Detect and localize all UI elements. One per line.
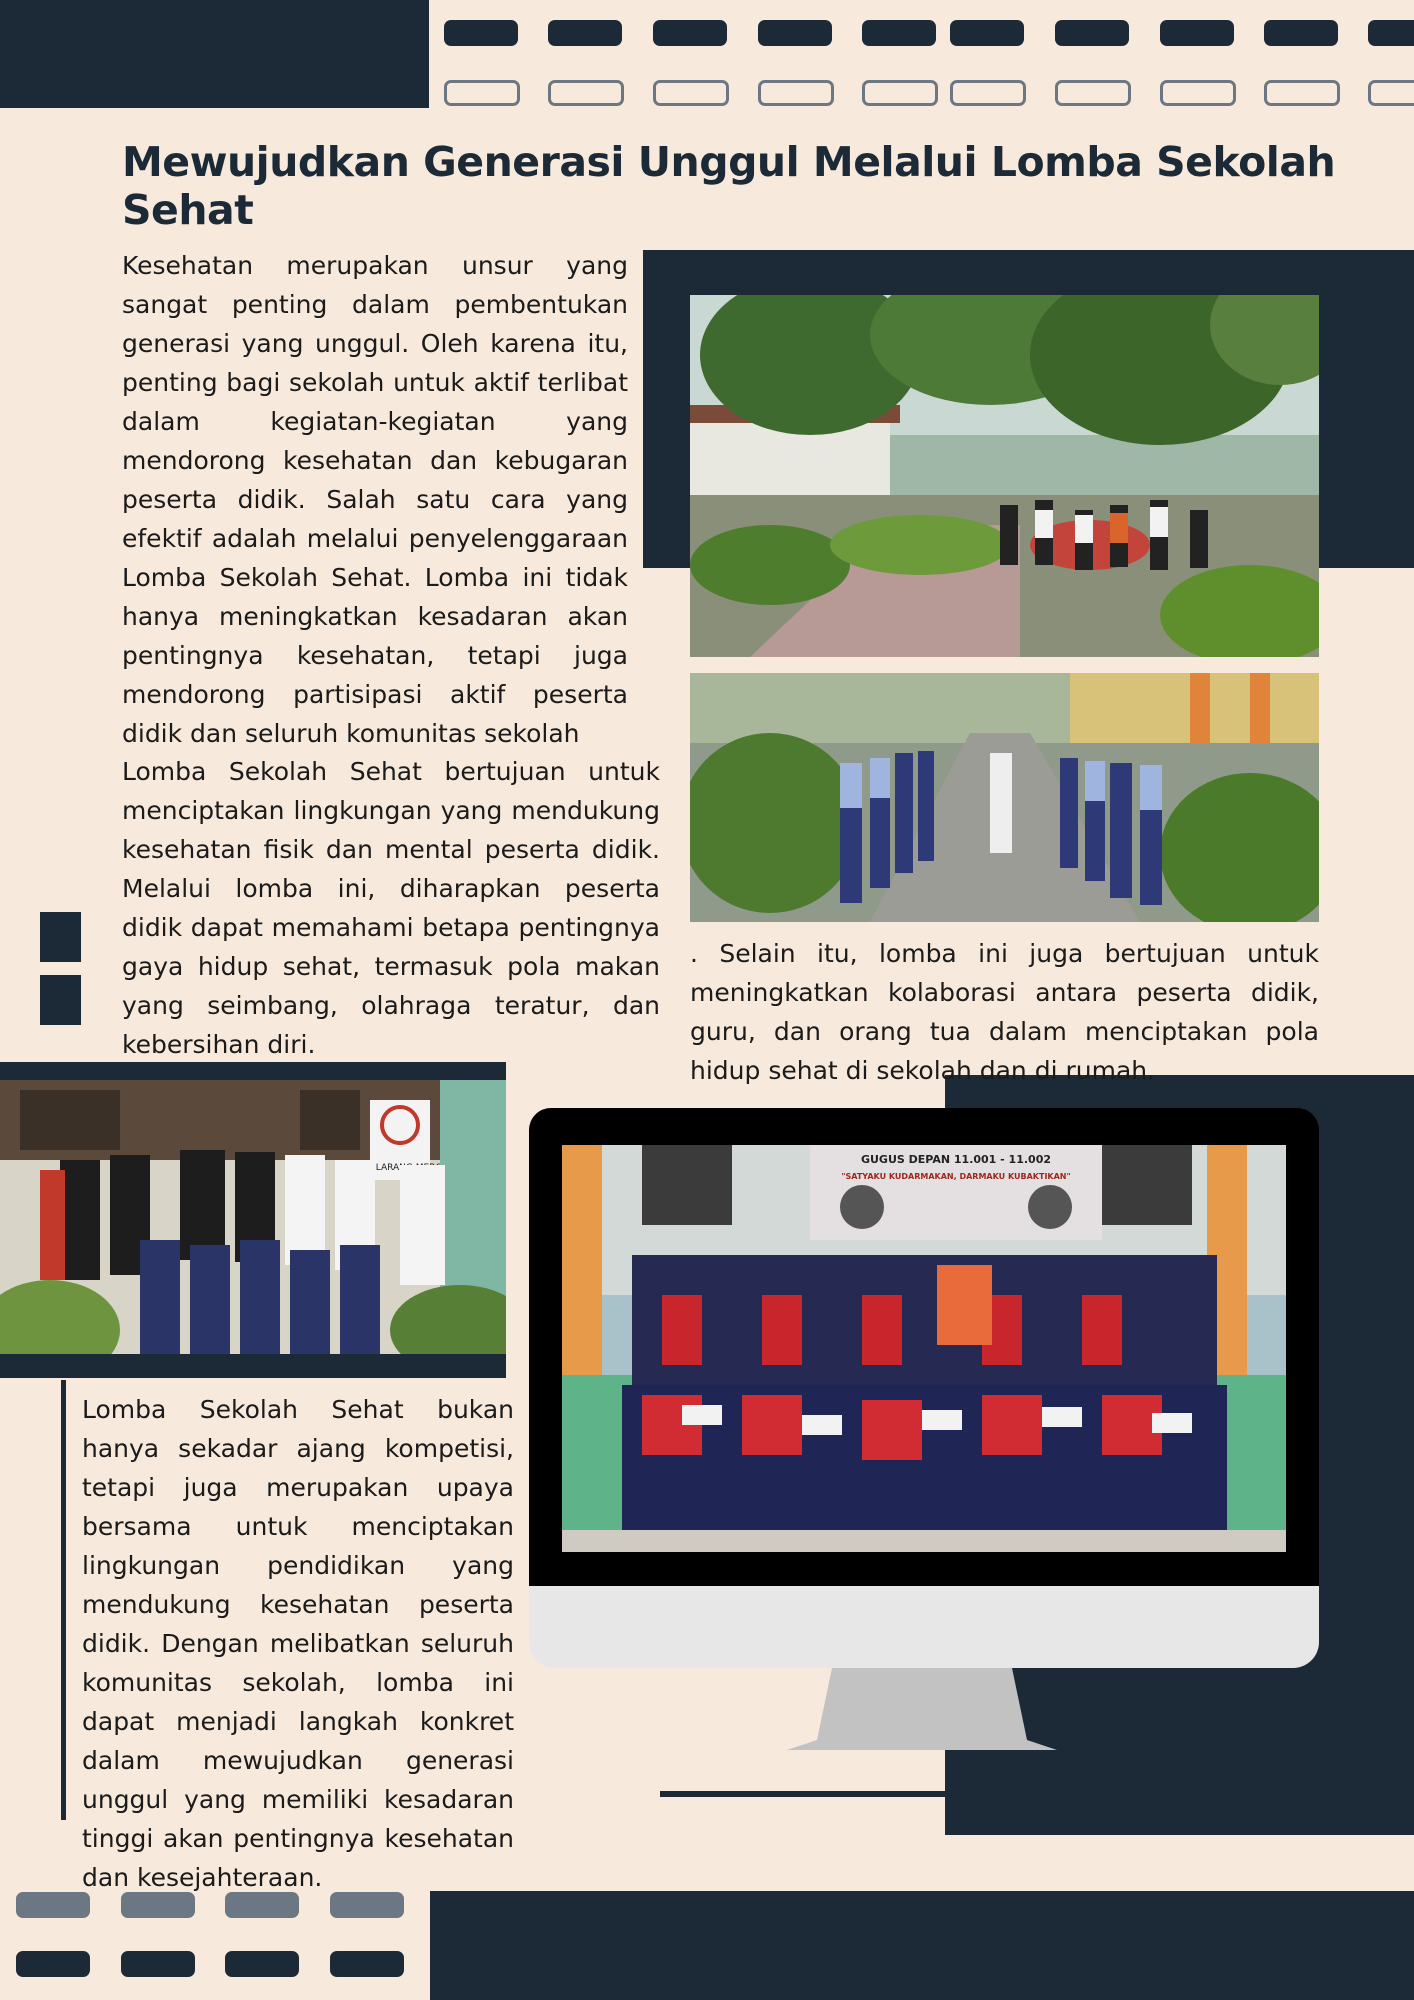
paragraph-conclusion: Lomba Sekolah Sehat bukan hanya sekadar ajang kompetisi, tetapi juga merupakan upaya bersama untuk menciptakan lingkungan pendidikan yang mendukung kesehatan peserta didik. Dengan melibatkan seluruh komunitas sekolah, lomba ini dapat menjadi langkah konkret dalam mewujudkan generasi unggul yang memiliki kesadaran tinggi akan pentingnya kesehatan dan kesejahteraan. <box>82 1395 514 1892</box>
paragraph-intro: Kesehatan merupakan unsur yang sangat penting dalam pembentukan generasi yang unggul. Oleh karena itu, penting bagi sekolah untuk aktif terlibat dalam kegiatan-kegiatan yang mendorong kesehatan dan kebugaran peserta didik. Salah satu cara yang efektif adalah melalui penyelenggaraan Lomba Sekolah Sehat. Lomba ini tidak hanya meningkatkan kesadaran akan pentingnya kesehatan, tetapi juga mendorong partisipasi aktif peserta didik dan seluruh komunitas sekolah <box>122 251 628 748</box>
quote-bar <box>61 1380 66 1820</box>
paragraph-purpose: Lomba Sekolah Sehat bertujuan untuk menciptakan lingkungan yang mendukung kesehatan fisik dan mental peserta didik. Melalui lomba ini, diharapkan peserta didik dapat memahami betapa pentingnya gaya hidup sehat, termasuk pola makan yang seimbang, olahraga teratur, dan kebersihan diri. <box>122 757 660 1059</box>
monitor-chin <box>529 1586 1319 1668</box>
paragraph-collaboration: . Selain itu, lomba ini juga bertujuan untuk meningkatkan kolaborasi antara peserta didik, guru, dan orang tua dalam menciptakan pola hidup sehat di sekolah dan di rumah. <box>690 939 1319 1085</box>
photo-group-officials <box>0 1080 506 1354</box>
divider-line <box>660 1791 950 1797</box>
page-title: Mewujudkan Generasi Unggul Melalui Lomba Sekolah Sehat <box>122 138 1336 234</box>
monitor-stand <box>787 1668 1057 1750</box>
monitor-mockup <box>529 1108 1319 1743</box>
photo-scout-group <box>562 1145 1286 1552</box>
no-smoking-sign-text: DILARANG <box>366 1163 413 1173</box>
header-block <box>0 0 429 108</box>
photo-students-walkway <box>690 673 1319 922</box>
small-square-1 <box>40 912 81 962</box>
photo-school-garden <box>690 295 1319 657</box>
banner-line-1: GUGUS DEPAN 11.001 - 11.002 <box>860 1153 1052 1166</box>
banner-line-2: "SATYAKU KUDARMAKAN, DARMAKU KUBAKTIKAN" <box>841 1172 1071 1181</box>
small-square-2 <box>40 975 81 1025</box>
footer-block <box>430 1891 1414 2000</box>
